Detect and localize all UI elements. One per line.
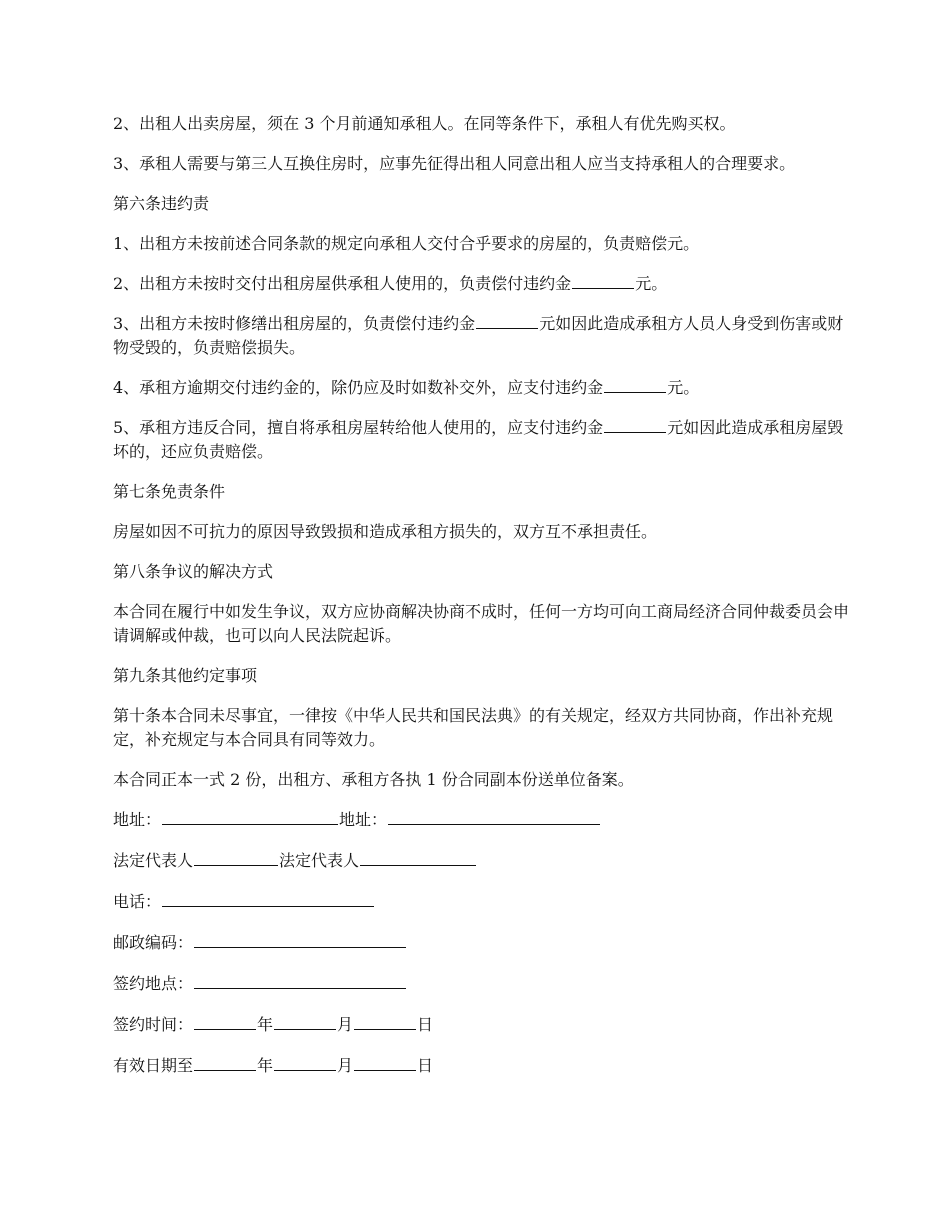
postal-code-row (113, 931, 853, 955)
article-6-item-2 (113, 272, 853, 296)
article-6-item-4-suffix: 元。 (667, 378, 700, 397)
article-6-item-2-suffix: 元。 (635, 274, 668, 293)
penalty-amount-blank (572, 272, 634, 289)
article-6-item-4-text: 4、承租方逾期交付违约金的，除仍应及时如数补交外，应支付违约金 (113, 378, 604, 397)
legal-rep-blank-lessor (194, 849, 278, 866)
clause-5-2: 2、出租人出卖房屋，须在 3 个月前通知承租人。在同等条件下，承租人有优先购买权。 (113, 114, 736, 133)
penalty-amount-blank (604, 416, 666, 433)
signing-time-label: 签约时间： (113, 1015, 194, 1034)
clause-5-3: 3、承租人需要与第三人互换住房时，应事先征得出租人同意出租人应当支持承租人的合理要求。 (113, 154, 796, 173)
address-blank-lessee (388, 808, 600, 825)
month-label: 月 (337, 1015, 354, 1034)
day-blank (354, 1013, 416, 1030)
address-blank-lessor (162, 808, 338, 825)
legal-rep-label-lessee: 法定代表人 (279, 851, 360, 870)
article-7-body: 房屋如因不可抗力的原因导致毁损和造成承租方损失的，双方互不承担责任。 (113, 522, 658, 541)
valid-until-row (113, 1054, 853, 1078)
phone-blank (162, 890, 374, 907)
penalty-amount-blank (476, 312, 538, 329)
year-blank (194, 1013, 256, 1030)
month-blank (274, 1013, 336, 1030)
article-6-item-3 (113, 312, 853, 360)
article-8-heading: 第八条争议的解决方式 (113, 562, 274, 581)
phone-label: 电话： (113, 892, 162, 911)
penalty-amount-blank (604, 376, 666, 393)
day-blank (354, 1054, 416, 1071)
postal-code-blank (194, 931, 406, 948)
legal-rep-row (113, 849, 853, 873)
address-label-lessee: 地址： (339, 810, 388, 829)
article-6-item-3-suffix: 元如因此造成承租方人员人身受到伤害或财物受毁的，负责赔偿损失。 (113, 314, 844, 357)
article-6-item-5-suffix: 元如因此造成承租房屋毁坏的，还应负责赔偿。 (113, 418, 844, 461)
article-6-item-5 (113, 416, 853, 464)
day-label: 日 (417, 1056, 434, 1075)
article-9-heading: 第九条其他约定事项 (113, 666, 258, 685)
signing-time-row (113, 1013, 853, 1037)
year-blank (194, 1054, 256, 1071)
legal-rep-label-lessor: 法定代表人 (113, 851, 194, 870)
phone-row (113, 890, 853, 914)
signing-place-label: 签约地点： (113, 974, 194, 993)
year-label: 年 (257, 1056, 274, 1075)
article-7-heading: 第七条免责条件 (113, 482, 226, 501)
article-10-body: 第十条本合同未尽事宜，一律按《中华人民共和国民法典》的有关规定，经双方共同协商，作出补充规定，补充规定与本合同具有同等效力。 (113, 706, 834, 749)
legal-rep-blank-lessee (360, 849, 476, 866)
copies-clause: 本合同正本一式 2 份，出租方、承租方各执 1 份合同副本份送单位备案。 (113, 770, 634, 789)
contract-page (113, 112, 853, 1095)
signing-place-row (113, 972, 853, 996)
article-6-item-2-text: 2、出租方未按时交付出租房屋供承租人使用的，负责偿付违约金 (113, 274, 572, 293)
article-6-item-5-text: 5、承租方违反合同，擅自将承租房屋转给他人使用的，应支付违约金 (113, 418, 604, 437)
valid-until-label: 有效日期至 (113, 1056, 194, 1075)
article-6-item-3-text: 3、出租方未按时修缮出租房屋的，负责偿付违约金 (113, 314, 476, 333)
article-6-heading: 第六条违约责 (113, 194, 210, 213)
article-8-body: 本合同在履行中如发生争议，双方应协商解决协商不成时，任何一方均可向工商局经济合同仲裁委员会申请调解或仲裁，也可以向人民法院起诉。 (113, 602, 850, 645)
year-label: 年 (257, 1015, 274, 1034)
article-6-item-4 (113, 376, 853, 400)
address-label-lessor: 地址： (113, 810, 162, 829)
article-6-item-1: 1、出租方未按前述合同条款的规定向承租人交付合乎要求的房屋的，负责赔偿元。 (113, 234, 700, 253)
signing-place-blank (194, 972, 406, 989)
month-label: 月 (337, 1056, 354, 1075)
month-blank (274, 1054, 336, 1071)
address-row (113, 808, 853, 832)
day-label: 日 (417, 1015, 434, 1034)
postal-code-label: 邮政编码： (113, 933, 194, 952)
